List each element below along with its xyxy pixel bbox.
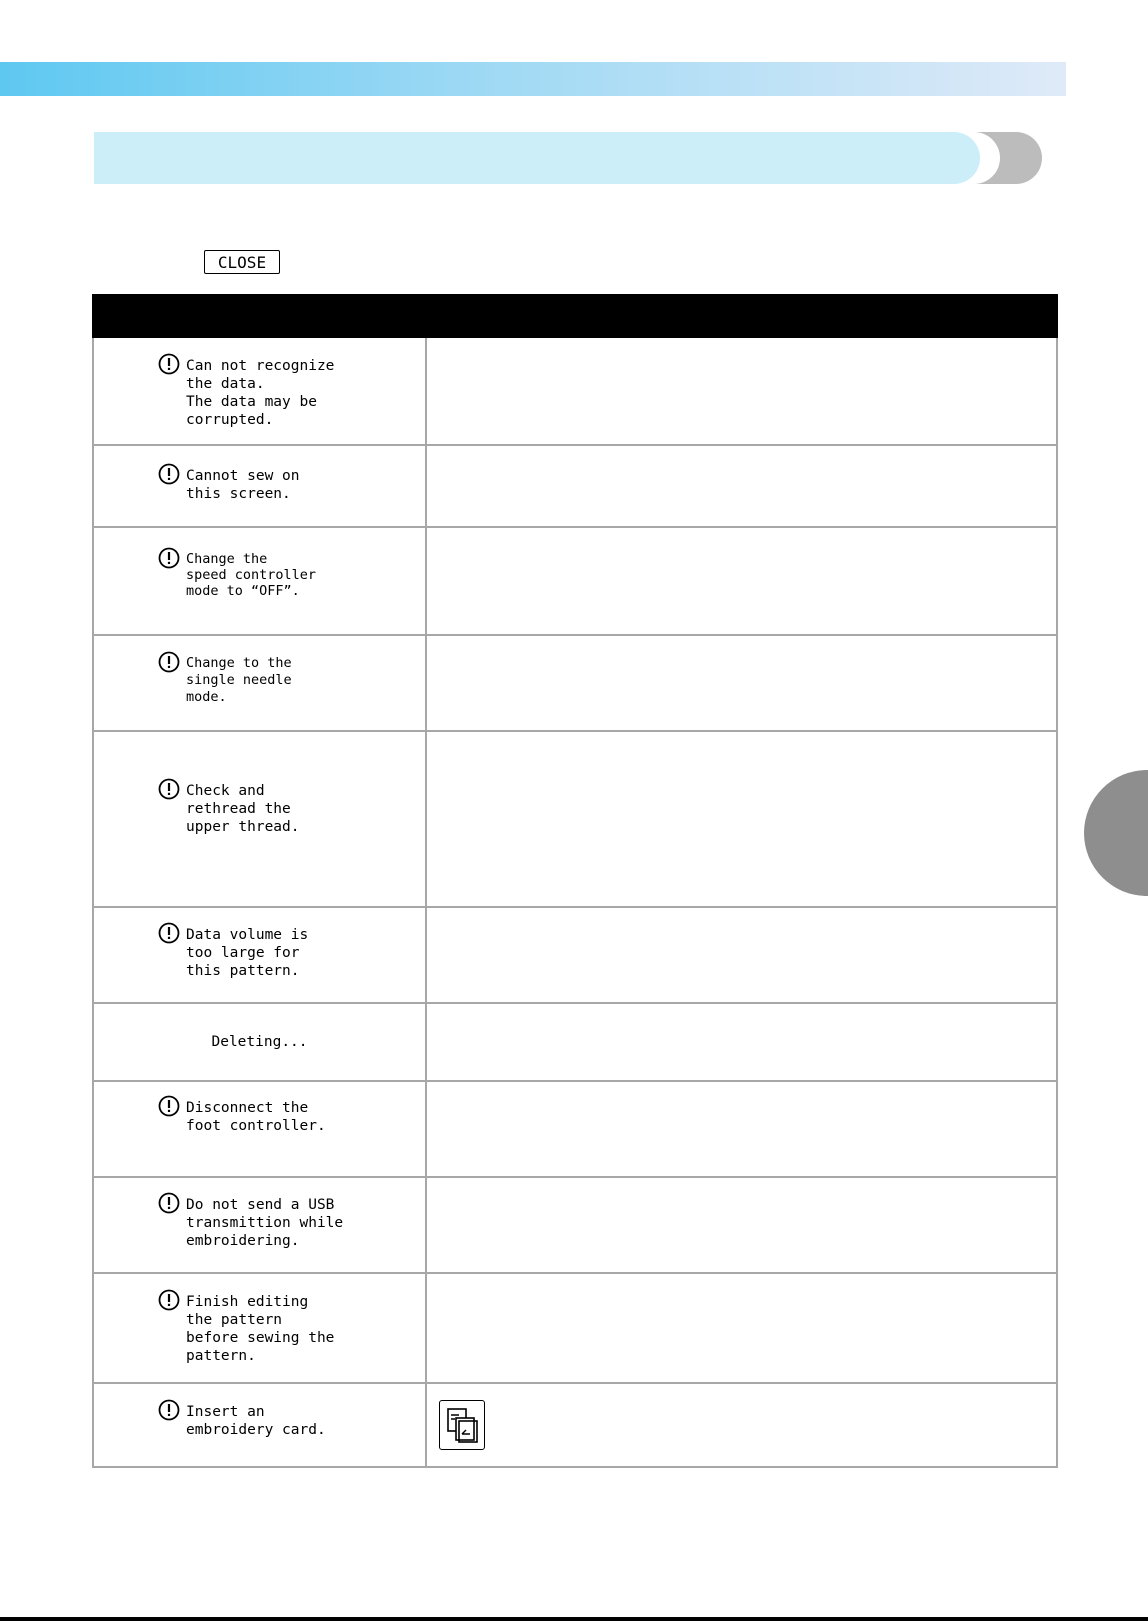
alert-icon [158,547,180,569]
screen-message-cell [93,907,426,1003]
screen-message-cell [93,1383,426,1467]
table-row [93,527,1057,635]
message-text: Data volume is too large for this pattern. [186,927,309,979]
table-row [93,1383,1057,1467]
table-header-message [93,295,426,337]
alert-icon [158,651,180,673]
message-text: Insert an embroidery card. [186,1404,326,1438]
message-text: Do not send a USB transmittion while embroidering. [186,1197,344,1249]
message-text: Change to the single needle mode. [186,654,292,705]
table-row [93,907,1057,1003]
screen-message-cell [93,1003,426,1081]
screen-message-cell [93,527,426,635]
alert-icon [158,1399,180,1421]
cause-cell [426,1081,1057,1177]
cause-cell [426,907,1057,1003]
table-row [93,731,1057,907]
bottom-rule [0,1617,1148,1621]
close-key-label: CLOSE [217,252,267,272]
alert-icon [158,1095,180,1117]
cause-cell [426,337,1057,445]
message-text: Can not recognize the data. The data may be corrupted. [186,358,335,428]
table-row [93,445,1057,527]
cause-cell [426,635,1057,731]
embroidery-card-key [439,1400,485,1450]
table-row [93,1273,1057,1383]
message-text: Disconnect the foot controller. [186,1100,326,1134]
message-text: Check and rethread the upper thread. [186,783,300,835]
table-row [93,1003,1057,1081]
alert-icon [158,1192,180,1214]
embroidery-card-icon [445,1406,479,1444]
screen-message-cell [93,337,426,445]
cause-cell [426,1273,1057,1383]
screen-message-cell [93,445,426,527]
alert-icon [158,1289,180,1311]
alert-icon [158,922,180,944]
message-text: Cannot sew on this screen. [186,468,300,502]
message-text: Change the speed controller mode to “OFF”. [186,551,317,599]
header-band [0,62,1066,96]
screen-message-cell [93,1081,426,1177]
chapter-side-tab [1084,770,1148,896]
table-header-row [93,295,1057,337]
alert-icon [158,353,180,375]
table-row [93,337,1057,445]
table-header-cause [426,295,1057,337]
cause-cell [426,445,1057,527]
cause-cell [426,527,1057,635]
error-message-table [92,294,1058,1468]
cause-cell [426,1383,1057,1467]
screen-message-cell [93,635,426,731]
alert-icon [158,778,180,800]
section-title-bar [94,132,1042,184]
table-row [93,1177,1057,1273]
screen-message-cell [93,1273,426,1383]
close-key-illustration [204,250,280,274]
alert-icon [158,463,180,485]
cause-cell [426,1177,1057,1273]
table-row [93,635,1057,731]
cause-cell [426,1003,1057,1081]
table-row [93,1081,1057,1177]
cause-cell [426,731,1057,907]
message-text: Deleting... [211,1034,308,1050]
message-text: Finish editing the pattern before sewing the pattern. [186,1294,335,1364]
screen-message-cell [93,731,426,907]
screen-message-cell [93,1177,426,1273]
